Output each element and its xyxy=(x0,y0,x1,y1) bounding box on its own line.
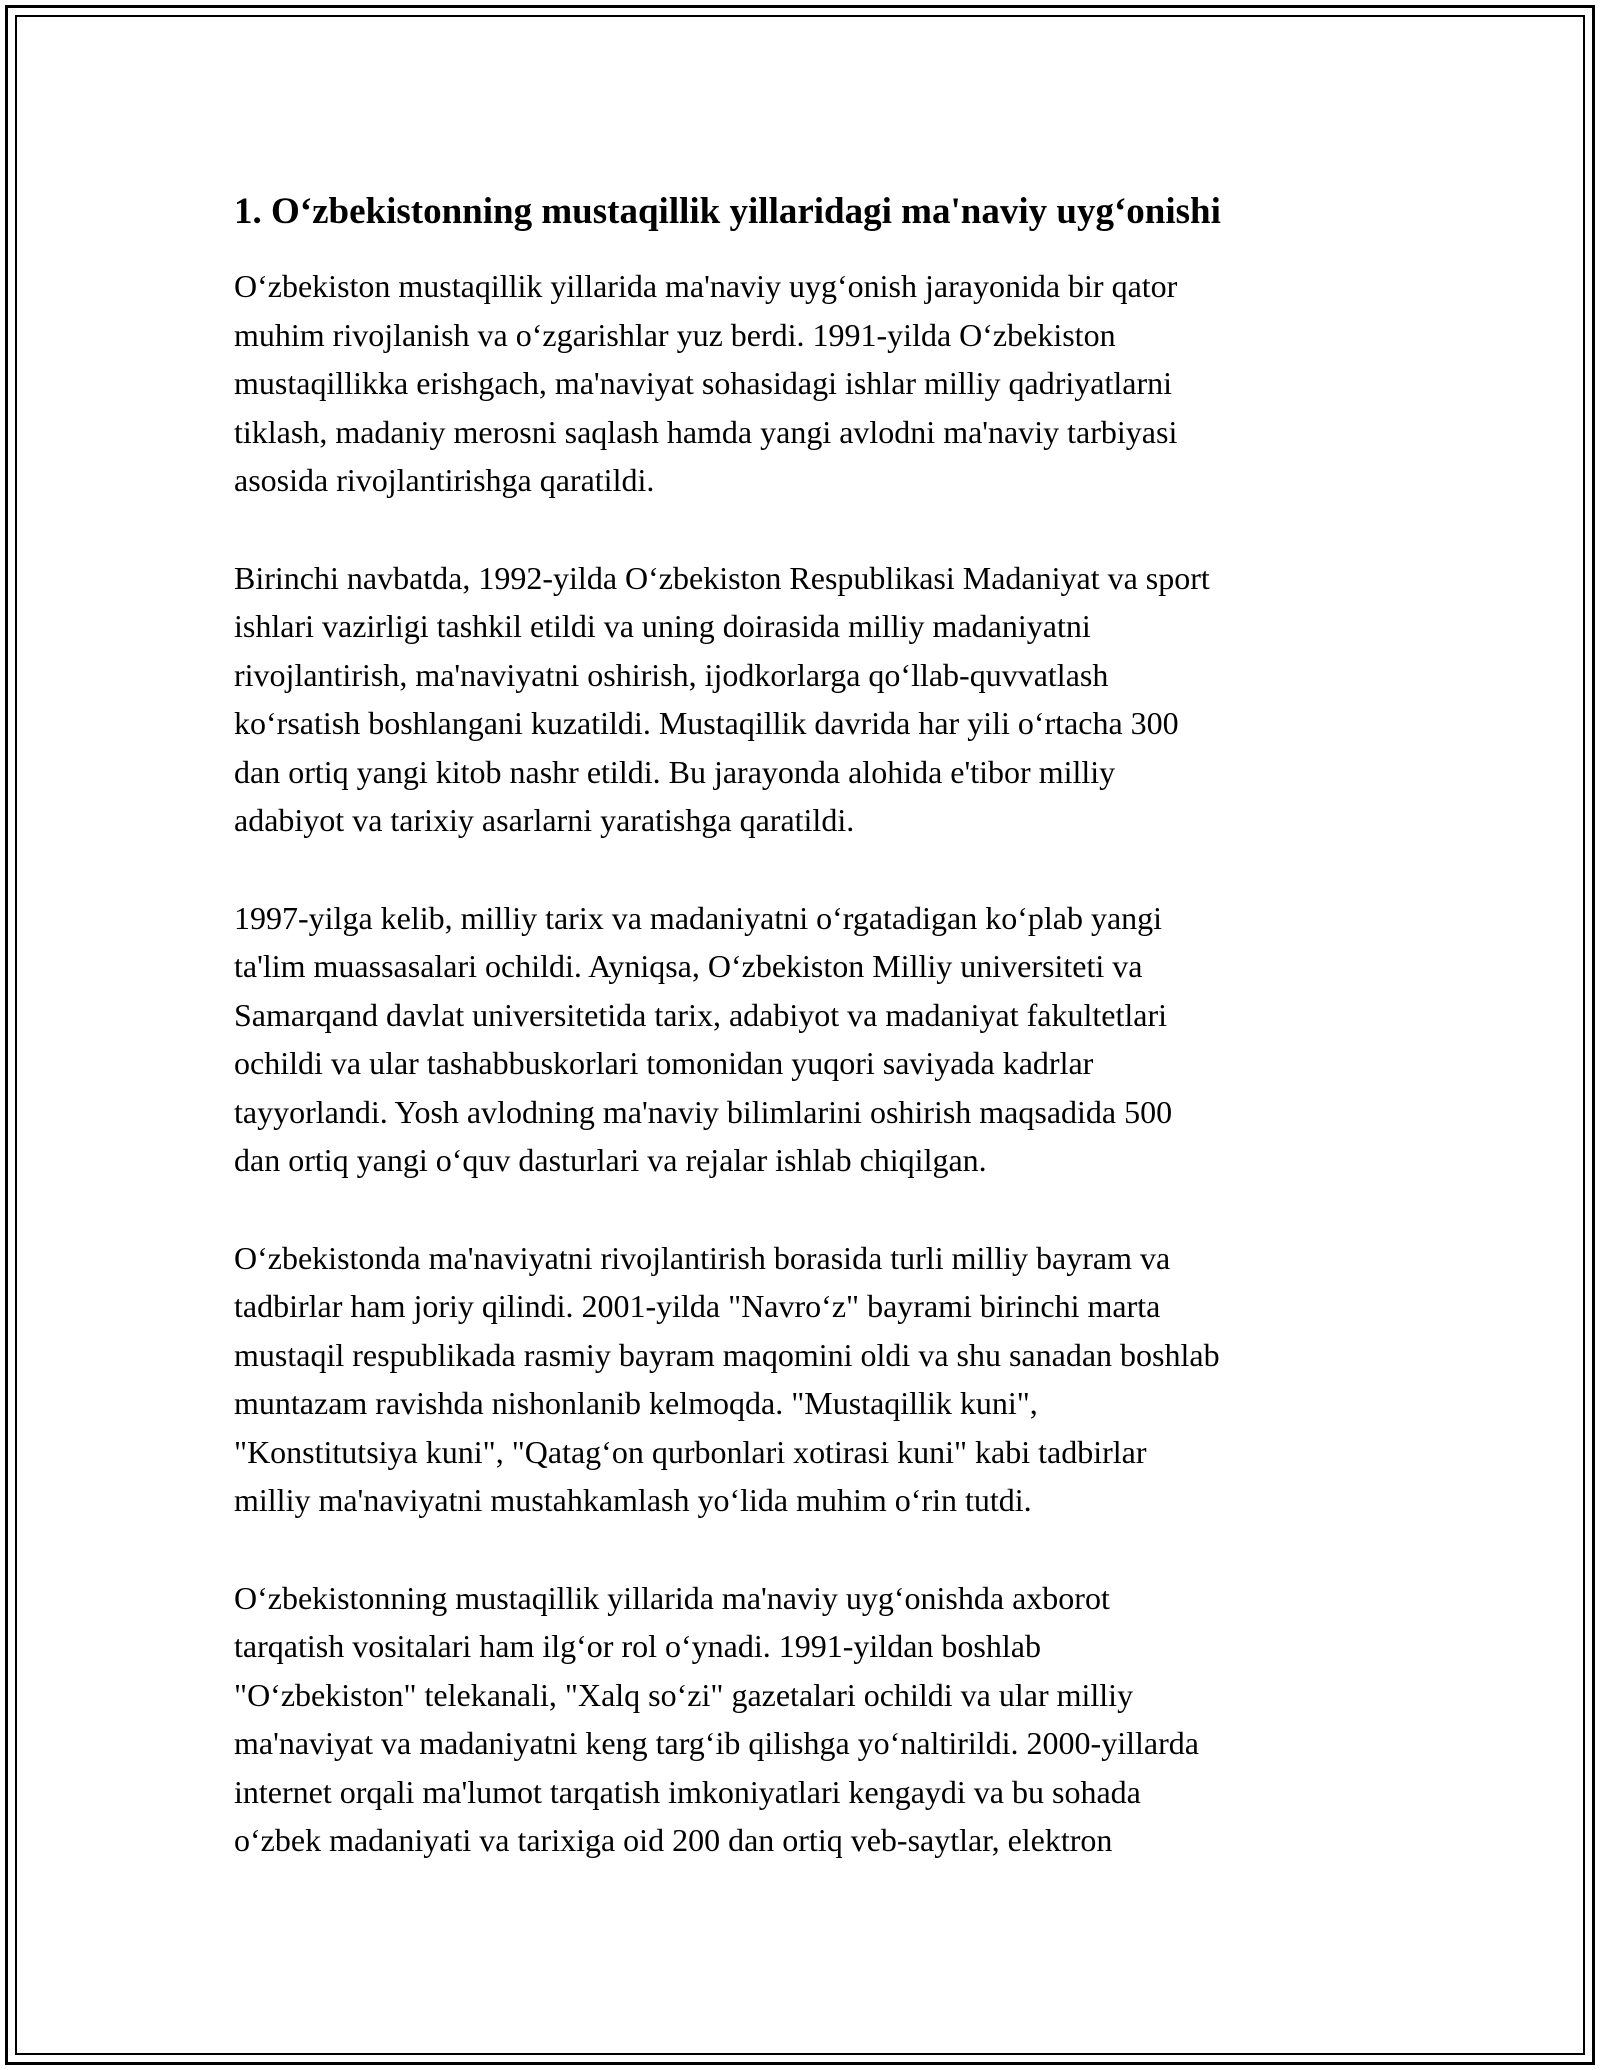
paragraph xyxy=(234,1234,1384,1525)
text-line: "Konstitutsiya kuni", "Qatag‘on qurbonlari xotirasi kuni" kabi tadbirlar xyxy=(234,1433,1147,1470)
paragraph xyxy=(234,894,1384,1185)
text-line: muhim rivojlanish va o‘zgarishlar yuz berdi. 1991-yilda O‘zbekiston xyxy=(234,316,1116,353)
text-line: mustaqillikka erishgach, ma'naviyat sohasidagi ishlar milliy qadriyatlarni xyxy=(234,365,1172,401)
text-line: tayyorlandi. Yosh avlodning ma'naviy bilimlarini oshirish maqsadida 500 xyxy=(234,1093,1173,1130)
text-line: O‘zbekistonning mustaqillik yillarida ma'naviy uyg‘onishda axborot xyxy=(234,1579,1110,1616)
document-body xyxy=(234,186,1384,1914)
text-line: tarqatish vositalari ham ilg‘or rol o‘ynadi. 1991-yildan boshlab xyxy=(234,1628,1041,1664)
text-line: tadbirlar ham joriy qilindi. 2001-yilda "Navro‘z" bayrami birinchi marta xyxy=(234,1288,1161,1324)
text-line: ma'naviyat va madaniyatni keng targ‘ib qilishga yo‘naltirildi. 2000-yillarda xyxy=(234,1725,1199,1761)
text-line: 1997-yilga kelib, milliy tarix va madaniyatni o‘rgatadigan ko‘plab yangi xyxy=(234,899,1163,936)
text-line: ta'lim muassasalari ochildi. Ayniqsa, O‘zbekiston Milliy universiteti va xyxy=(234,948,1143,984)
text-line: ochildi va ular tashabbuskorlari tomonidan yuqori saviyada kadrlar xyxy=(234,1045,1094,1081)
text-line: milliy ma'naviyatni mustahkamlash yo‘lida muhim o‘rin tutdi. xyxy=(234,1482,1032,1518)
text-line: mustaqil respublikada rasmiy bayram maqomini oldi va shu sanadan boshlab xyxy=(234,1336,1220,1373)
text-line: tiklash, madaniy merosni saqlash hamda yangi avlodni ma'naviy tarbiyasi xyxy=(234,413,1178,450)
text-line: muntazam ravishda nishonlanib kelmoqda. "Mustaqillik kuni", xyxy=(234,1385,1038,1421)
section-title: 1. O‘zbekistonning mustaqillik yillaridagi ma'naviy uyg‘onishi xyxy=(234,191,1221,232)
text-line: O‘zbekistonda ma'naviyatni rivojlantirish borasida turli milliy bayram va xyxy=(234,1239,1171,1276)
text-line: asosida rivojlantirishga qaratildi. xyxy=(234,462,655,498)
paragraph xyxy=(234,262,1384,505)
text-line: rivojlantirish, ma'naviyatni oshirish, ijodkorlarga qo‘llab-quvvatlash xyxy=(234,656,1109,693)
text-line: dan ortiq yangi kitob nashr etildi. Bu jarayonda alohida e'tibor milliy xyxy=(234,753,1116,790)
text-line: "O‘zbekiston" telekanali, "Xalq so‘zi" gazetalari ochildi va ular milliy xyxy=(234,1676,1134,1713)
text-line: O‘zbekiston mustaqillik yillarida ma'naviy uyg‘onish jarayonida bir qator xyxy=(234,268,1178,304)
text-line: dan ortiq yangi o‘quv dasturlari va rejalar ishlab chiqilgan. xyxy=(234,1142,987,1178)
paragraph xyxy=(234,554,1384,845)
text-line: ishlari vazirligi tashkil etildi va uning doirasida milliy madaniyatni xyxy=(234,608,1091,644)
text-line: o‘zbek madaniyati va tarixiga oid 200 dan ortiq veb-saytlar, elektron xyxy=(234,1822,1113,1858)
text-line: ko‘rsatish boshlangani kuzatildi. Mustaqillik davrida har yili o‘rtacha 300 xyxy=(234,705,1179,741)
text-line: Samarqand davlat universitetida tarix, adabiyot va madaniyat fakultetlari xyxy=(234,996,1167,1033)
text-line: adabiyot va tarixiy asarlarni yaratishga qaratildi. xyxy=(234,802,855,838)
paragraph-list xyxy=(234,262,1384,1865)
paragraph xyxy=(234,1574,1384,1865)
text-line: internet orqali ma'lumot tarqatish imkoniyatlari kengaydi va bu sohada xyxy=(234,1773,1141,1810)
text-line: Birinchi navbatda, 1992-yilda O‘zbekiston Respublikasi Madaniyat va sport xyxy=(234,559,1210,596)
